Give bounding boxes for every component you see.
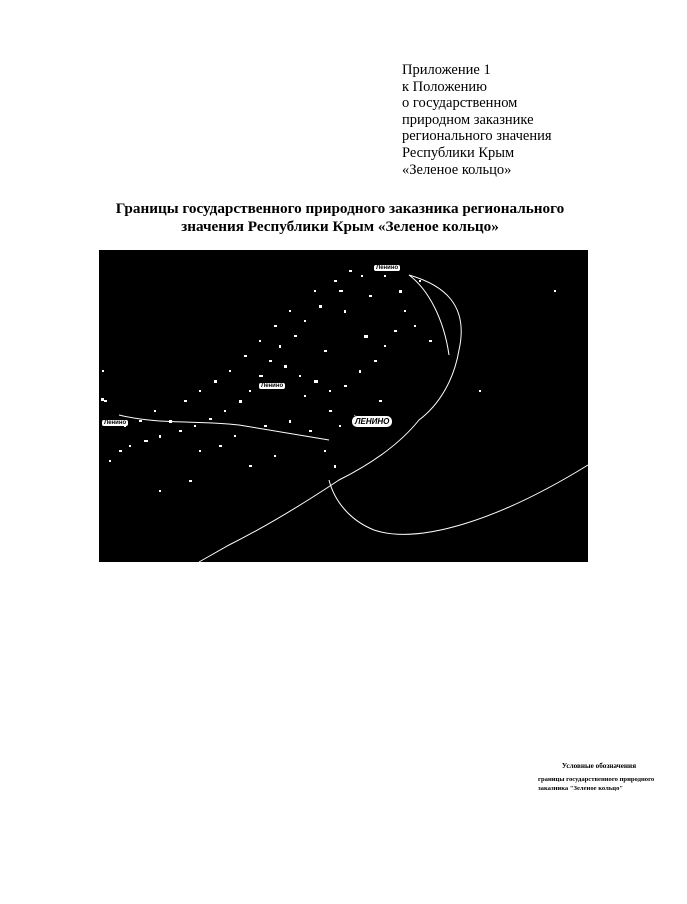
appendix-line: природном заказнике bbox=[402, 111, 534, 128]
place-label-major: ЛЕНИНО bbox=[351, 415, 393, 428]
appendix-line: о государственном bbox=[402, 95, 518, 112]
legend-title: Условные обозначения bbox=[561, 762, 637, 770]
title-line-1: Границы государственного природного заказника регионального bbox=[115, 200, 565, 217]
place-label-center: Ленино bbox=[261, 383, 284, 389]
map-terrain-speckles bbox=[101, 270, 556, 492]
document-title bbox=[60, 200, 620, 235]
legend-entry-boundary bbox=[538, 776, 654, 793]
appendix-line: «Зеленое кольцо» bbox=[402, 161, 512, 178]
legend-entry-line-1: границы государственного природного bbox=[538, 776, 655, 783]
appendix-line: к Положению bbox=[402, 78, 487, 95]
place-label-west: Ленино bbox=[104, 420, 127, 426]
legend-entry-line-2: заказника "Зеленое кольцо" bbox=[538, 784, 624, 792]
appendix-note bbox=[402, 62, 622, 178]
appendix-line: Приложение 1 bbox=[402, 62, 491, 78]
map-graphics bbox=[99, 250, 588, 562]
appendix-line: регионального значения bbox=[402, 128, 552, 145]
reserve-map bbox=[99, 250, 655, 792]
place-label-north: Ленино bbox=[376, 265, 399, 271]
map-legend bbox=[511, 756, 687, 812]
appendix-line: Республики Крым bbox=[402, 144, 515, 161]
title-line-2: значения Республики Крым «Зеленое кольцо» bbox=[181, 217, 499, 235]
